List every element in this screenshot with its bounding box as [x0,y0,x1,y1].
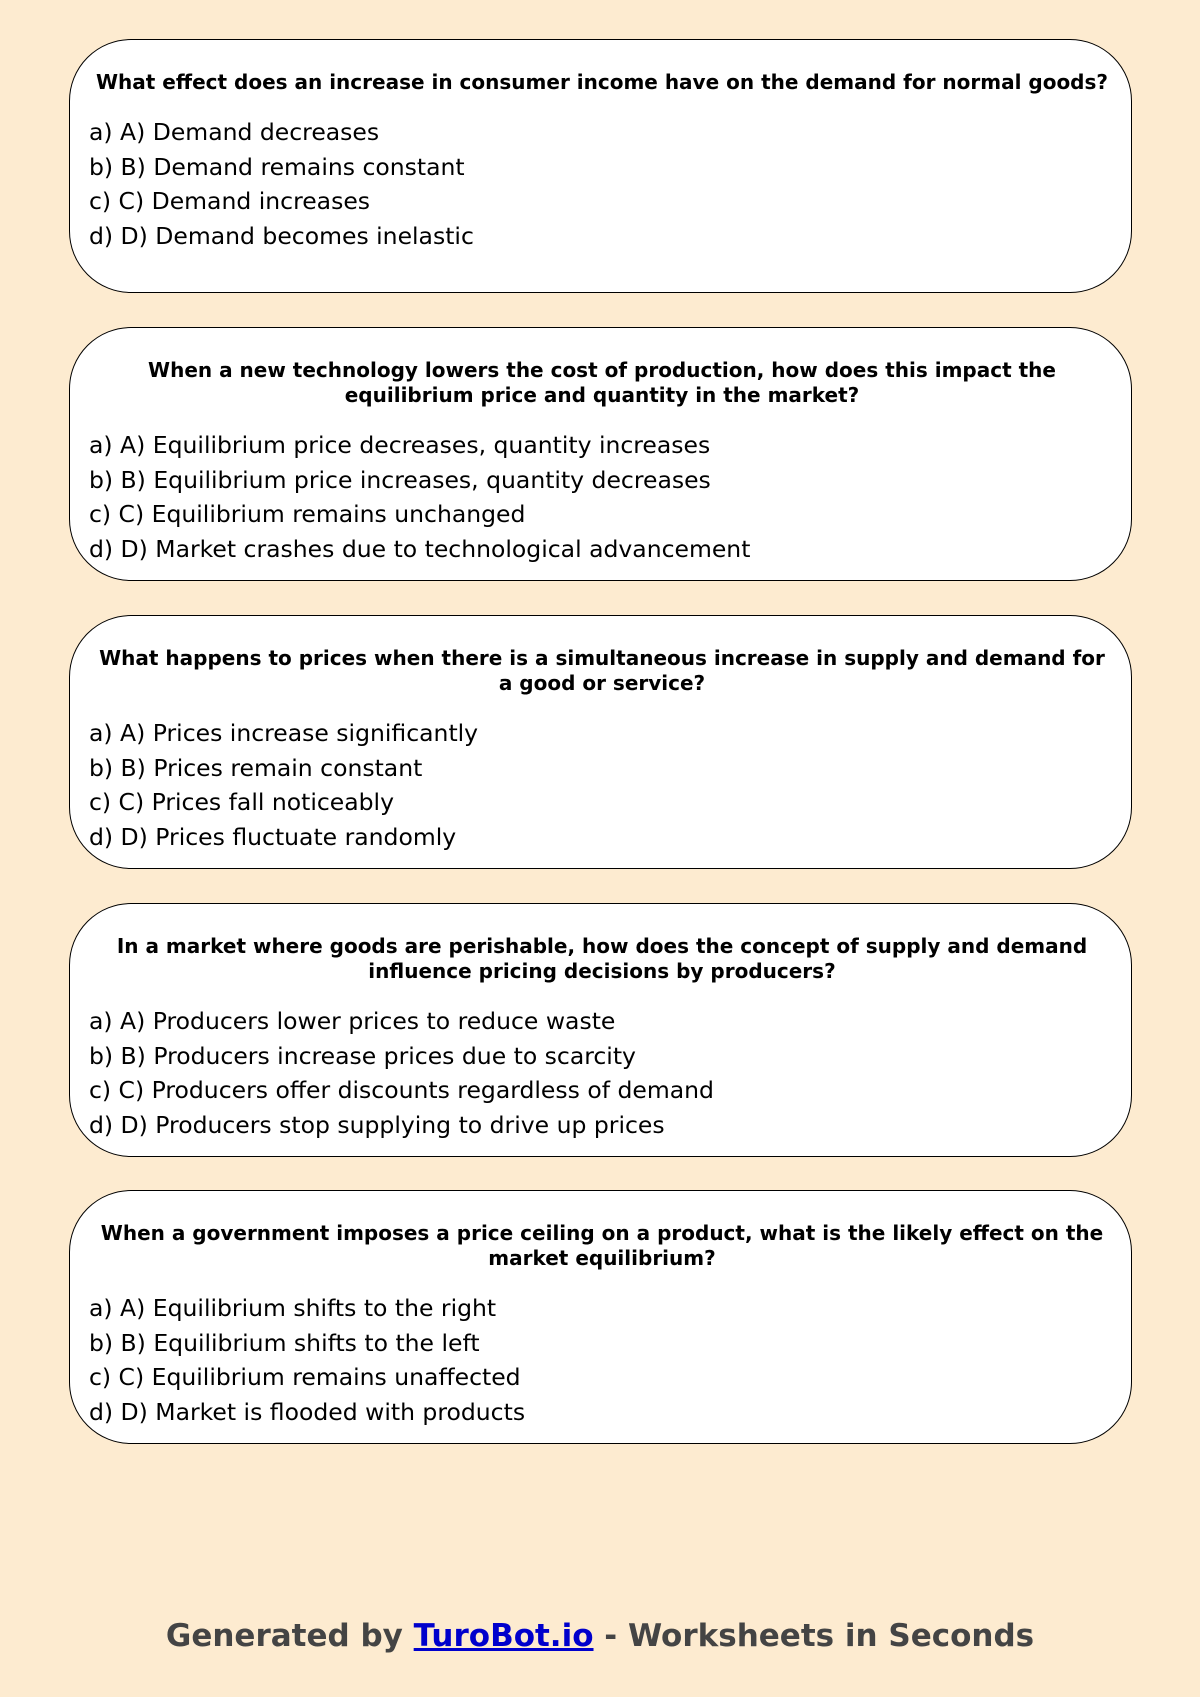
option-a: a) A) Producers lower prices to reduce waste [89,1007,616,1035]
option-b: b) B) Equilibrium price increases, quantity decreases [89,465,711,494]
option-list [89,716,1115,854]
question-text: What effect does an increase in consumer income have on the demand for normal goods? [95,70,1109,94]
option-list [89,428,1115,566]
question-card [69,615,1132,869]
option-list [89,1291,1115,1429]
footer-prefix: Generated by [165,1618,414,1654]
turobot-link[interactable]: TuroBot.io [413,1618,594,1654]
option-d: d) D) Market crashes due to technological advancement [89,534,751,563]
option-b: b) B) Prices remain constant [89,753,423,782]
option-c: c) C) Demand increases [89,187,371,215]
option-a: a) A) Equilibrium shifts to the right [89,1294,497,1322]
question-text: When a government imposes a price ceiling on a product, what is the likely effect on the market equilibrium? [100,1221,1104,1270]
question-text: In a market where goods are perishable, how does the concept of supply and demand influence pricing decisions by producers? [116,934,1088,983]
option-d: d) D) Prices fluctuate randomly [89,822,457,851]
option-a: a) A) Equilibrium price decreases, quantity increases [89,431,711,459]
option-b: b) B) Equilibrium shifts to the left [89,1328,480,1357]
option-c: c) C) Producers offer discounts regardless of demand [89,1076,714,1104]
option-d: d) D) Market is flooded with products [89,1397,526,1426]
option-a: a) A) Demand decreases [89,118,380,146]
question-card [69,1190,1132,1444]
option-a: a) A) Prices increase significantly [89,719,479,747]
option-b: b) B) Demand remains constant [89,152,465,181]
footer [0,1618,1200,1654]
option-list [89,1004,1115,1142]
question-text: When a new technology lowers the cost of production, how does this impact the equilibrium price and quantity in the market? [148,358,1056,407]
question-card [69,327,1132,581]
footer-suffix: - Worksheets in Seconds [593,1618,1035,1654]
option-c: c) C) Equilibrium remains unaffected [89,1363,521,1391]
option-d: d) D) Demand becomes inelastic [89,221,474,250]
option-c: c) C) Equilibrium remains unchanged [89,500,526,528]
question-card [69,39,1132,293]
option-b: b) B) Producers increase prices due to scarcity [89,1041,636,1070]
option-list [89,115,1115,253]
question-text: What happens to prices when there is a simultaneous increase in supply and demand for a good or service? [99,646,1105,695]
question-card [69,903,1132,1157]
option-d: d) D) Producers stop supplying to drive up prices [89,1110,665,1139]
option-c: c) C) Prices fall noticeably [89,788,394,816]
